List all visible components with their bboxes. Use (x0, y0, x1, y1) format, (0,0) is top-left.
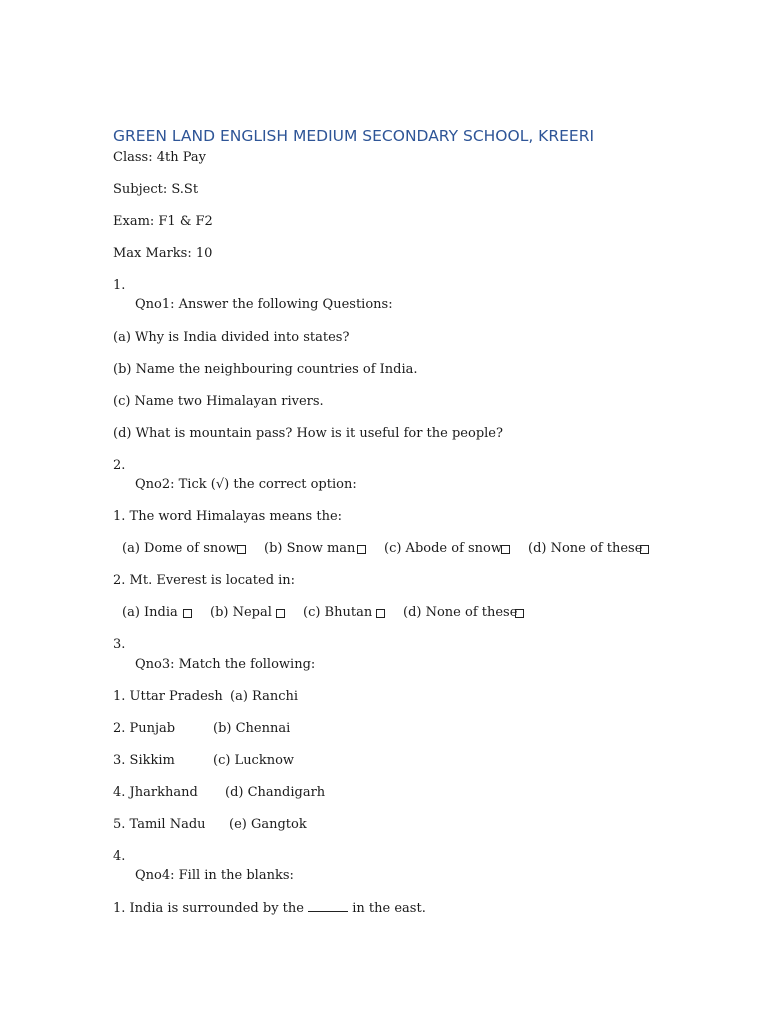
q2-number: 2. (113, 458, 126, 473)
q1-item-b: (b) Name the neighbouring countries of India. (113, 362, 418, 377)
q2-part1-question: 1. The word Himalayas means the: (113, 509, 343, 524)
q2-p2-option-c: (c) Bhutan (303, 605, 373, 620)
q1-number: 1. (113, 278, 126, 293)
q1-item-c: (c) Name two Himalayan rivers. (113, 394, 324, 409)
checkbox[interactable] (515, 609, 524, 618)
match-left-2: 2. Punjab (113, 721, 176, 736)
match-left-5: 5. Tamil Nadu (113, 817, 206, 832)
match-left-1: 1. Uttar Pradesh (113, 689, 223, 704)
checkbox[interactable] (357, 545, 366, 554)
q4-number: 4. (113, 849, 126, 864)
q1-title: Qno1: Answer the following Questions: (135, 297, 393, 312)
checkbox[interactable] (376, 609, 385, 618)
q2-p1-option-d: (d) None of these (528, 541, 643, 556)
q1-item-a: (a) Why is India divided into states? (113, 330, 350, 345)
q4-item-1-before: 1. India is surrounded by the (113, 901, 304, 916)
q2-p1-option-a: (a) Dome of snow (122, 541, 238, 556)
q2-part2-question: 2. Mt. Everest is located in: (113, 573, 296, 588)
q1-item-d: (d) What is mountain pass? How is it useful for the people? (113, 426, 503, 441)
match-right-1: (a) Ranchi (230, 689, 299, 704)
checkbox[interactable] (640, 545, 649, 554)
match-right-4: (d) Chandigarh (225, 785, 326, 800)
q2-p2-option-d: (d) None of these (403, 605, 518, 620)
match-left-3: 3. Sikkim (113, 753, 175, 768)
q2-p2-option-a: (a) India (122, 605, 178, 620)
match-left-4: 4. Jharkhand (113, 785, 198, 800)
class-line: Class: 4th Pay (113, 150, 206, 165)
q2-title: Qno2: Tick (√) the correct option: (135, 477, 357, 492)
q2-p1-option-c: (c) Abode of snow (384, 541, 503, 556)
match-right-3: (c) Lucknow (213, 753, 295, 768)
exam-line: Exam: F1 & F2 (113, 214, 213, 229)
q4-item-1-after: in the east. (352, 901, 426, 916)
school-title: GREEN LAND ENGLISH MEDIUM SECONDARY SCHOOL, KREERI (113, 127, 595, 145)
checkbox[interactable] (237, 545, 246, 554)
checkbox[interactable] (501, 545, 510, 554)
q2-p1-option-b: (b) Snow man (264, 541, 356, 556)
q2-p2-option-b: (b) Nepal (210, 605, 272, 620)
q4-item-1 (113, 900, 426, 917)
q3-number: 3. (113, 637, 126, 652)
match-right-5: (e) Gangtok (229, 817, 307, 832)
match-right-2: (b) Chennai (213, 721, 291, 736)
q3-title: Qno3: Match the following: (135, 657, 316, 672)
checkbox[interactable] (276, 609, 285, 618)
blank-line[interactable] (308, 900, 348, 912)
checkbox[interactable] (183, 609, 192, 618)
subject-line: Subject: S.St (113, 182, 199, 197)
q4-title: Qno4: Fill in the blanks: (135, 868, 294, 883)
max-marks-line: Max Marks: 10 (113, 246, 213, 261)
